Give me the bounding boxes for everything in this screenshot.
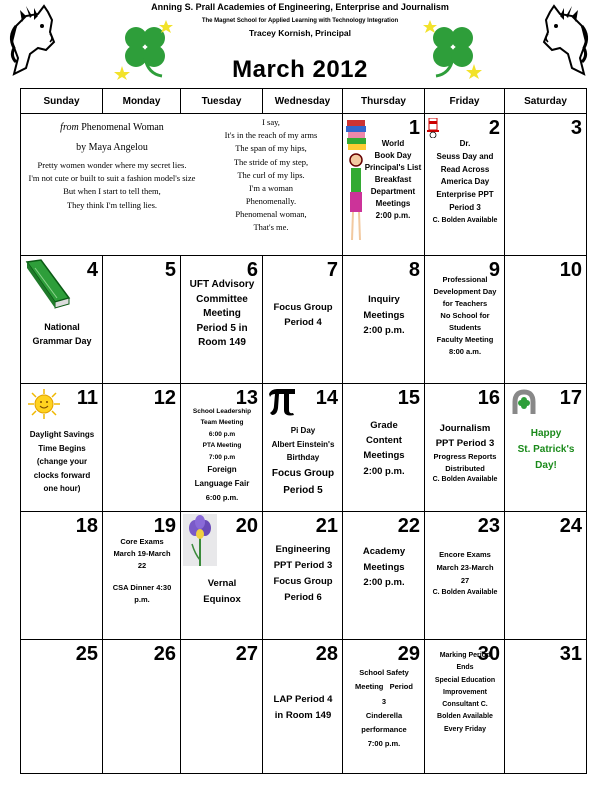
event-text: [343, 666, 425, 752]
day-number: 31: [559, 643, 582, 665]
day-number: 28: [315, 643, 338, 665]
event-text: [425, 138, 505, 226]
day-number: 17: [559, 387, 582, 409]
poem-line: I'm a woman: [248, 182, 294, 193]
weekday-header: Thursday: [343, 89, 425, 114]
event-line: Content: [366, 435, 402, 447]
calendar-header: [0, 0, 600, 90]
event-line: performance: [361, 725, 407, 734]
poem-title: Phenomenal Woman: [81, 122, 164, 133]
event-line: Language Fair: [194, 478, 250, 488]
calendar-month-title: March 2012: [232, 56, 368, 83]
event-line: March 19-March: [113, 549, 171, 558]
event-line: Bolden Available: [437, 713, 493, 721]
day-cell: [103, 256, 181, 384]
event-line: Daylight Savings: [29, 430, 95, 439]
event-line: Birthday: [286, 453, 320, 463]
poem-line: The stride of my step,: [233, 156, 309, 167]
event-line: Marking Period: [439, 652, 491, 659]
event-text: [103, 536, 181, 606]
day-cell: [505, 256, 587, 384]
weekday-header: Friday: [425, 89, 505, 114]
event-text: [505, 426, 587, 474]
day-cell: [343, 512, 425, 640]
day-number: 25: [75, 643, 98, 665]
weekday-header: Wednesday: [263, 89, 343, 114]
event-line: Focus Group: [273, 576, 333, 588]
event-text: [21, 320, 103, 349]
event-line: Meetings: [375, 199, 411, 208]
day-number: 15: [397, 387, 420, 409]
event-line: Meetings: [363, 309, 405, 321]
event-line: PPT Period 3: [435, 437, 495, 449]
event-line: School Leadership: [192, 408, 252, 415]
event-line: Faculty Meeting: [436, 335, 494, 344]
day-number: 6: [246, 259, 258, 281]
event-text: [343, 544, 425, 591]
event-line: Improvement: [443, 688, 487, 696]
school-name: Anning S. Prall Academies of Engineering, Enterprise and Journalism: [151, 2, 449, 12]
event-line: Engineering: [275, 544, 331, 555]
day-cell: [505, 384, 587, 512]
day-cell: [505, 640, 587, 774]
poem-line: I say,: [262, 117, 280, 127]
event-line: Period 3: [449, 202, 481, 212]
day-cell: [21, 256, 103, 384]
day-number: 4: [86, 259, 98, 281]
event-line: Every Friday: [443, 725, 487, 733]
event-line: Equinox: [203, 593, 241, 605]
event-line: PTA Meeting: [202, 442, 242, 450]
event-line: 2:00 p.m.: [375, 211, 411, 220]
sun-icon: [25, 388, 63, 420]
event-line: Grammar Day: [32, 336, 92, 347]
event-line: Progress Reports: [433, 452, 497, 462]
event-text: [181, 406, 263, 504]
event-line: Period 5: [283, 484, 323, 496]
day-number: 12: [153, 387, 176, 409]
school-tagline: The Magnet School for Applied Learning with Technology Integration: [201, 18, 399, 24]
event-line: Meeting: [203, 308, 241, 319]
poem-left: [27, 120, 197, 212]
day-number: 3: [570, 117, 582, 139]
event-line: Time Begins: [38, 443, 86, 453]
day-number: 19: [153, 515, 176, 537]
event-line: Book Day: [374, 151, 412, 160]
event-line: (change your: [36, 457, 88, 467]
day-cell: [425, 256, 505, 384]
poem-line: That's me.: [253, 222, 289, 233]
event-line: Breakfast: [374, 175, 412, 184]
day-cell: [103, 384, 181, 512]
event-line: PPT Period 3: [273, 560, 333, 572]
day-number: 2: [488, 117, 500, 139]
poem-line: Pretty women wonder where my secret lies.: [37, 160, 187, 170]
day-cell: [263, 384, 343, 512]
event-line: in Room 149: [274, 709, 332, 721]
poem-author: by Maya Angelou: [76, 141, 148, 153]
day-cell: [263, 256, 343, 384]
event-text: [425, 274, 505, 358]
calendar-week: [21, 512, 587, 640]
weekday-header: Saturday: [505, 89, 587, 114]
event-line: Focus Group: [273, 302, 333, 313]
calendar-week: [21, 114, 587, 256]
event-line: Journalism: [439, 423, 491, 434]
event-line: Consultant C.: [442, 701, 488, 708]
day-cell: [343, 256, 425, 384]
event-text: [181, 576, 263, 607]
event-line: Principal's List: [364, 163, 422, 172]
event-text: [263, 300, 343, 330]
weekday-header: Tuesday: [181, 89, 263, 114]
event-line: Special Education: [434, 676, 496, 684]
event-line: Day!: [535, 460, 557, 471]
day-number: 8: [408, 259, 420, 281]
event-line: School Safety: [359, 668, 409, 677]
day-cell: [505, 114, 587, 256]
day-cell: [181, 512, 263, 640]
calendar-week: [21, 640, 587, 774]
day-number: 16: [477, 387, 500, 409]
day-number: 14: [315, 387, 338, 409]
poem-line: The span of my hips,: [235, 143, 307, 154]
day-cell: [181, 384, 263, 512]
poem-line: Phenomenal woman,: [235, 209, 307, 220]
day-number: 30: [477, 643, 500, 665]
day-number: 22: [397, 515, 420, 537]
event-line: Read Across: [440, 164, 490, 174]
event-line: America Day: [440, 177, 490, 187]
event-line: UFT Advisory: [189, 279, 255, 290]
event-line: 3: [381, 696, 387, 706]
event-line: clocks forward: [33, 470, 91, 480]
event-line: Professional: [442, 275, 488, 284]
event-line: March 23-March: [436, 563, 494, 573]
poem-line: But when I start to tell them,: [63, 186, 161, 197]
event-line: National: [44, 322, 80, 332]
event-line: 2:00 p.m.: [363, 465, 405, 477]
poem-from: from: [60, 122, 79, 133]
day-cell: [103, 512, 181, 640]
day-cell: [263, 512, 343, 640]
event-line: C. Bolden Available: [432, 589, 498, 597]
event-line: LAP Period 4: [273, 694, 333, 705]
event-line: Pi Day: [290, 426, 316, 435]
day-number: 13: [235, 387, 258, 409]
day-number: 23: [477, 515, 500, 537]
pi-symbol-icon: [267, 386, 297, 416]
principal-name: Tracey Kornish, Principal: [248, 28, 352, 38]
poem-line: The curl of my lips.: [237, 169, 305, 180]
event-text: [21, 428, 103, 496]
event-text: [181, 278, 263, 351]
event-line: Committee: [196, 293, 248, 305]
day-number: 11: [76, 387, 98, 409]
event-line: Focus Group: [271, 467, 335, 479]
day-cell: [263, 640, 343, 774]
day-number: 5: [164, 259, 176, 281]
poem-right: [207, 116, 335, 235]
event-line: Room 149: [198, 337, 246, 348]
day-number: 29: [397, 643, 420, 665]
event-text: [425, 422, 505, 486]
day-number: 18: [75, 515, 98, 537]
event-line: Grade: [370, 420, 398, 431]
day-number: 24: [559, 515, 582, 537]
event-text: [425, 548, 505, 600]
event-line: Albert Einstein's: [271, 439, 335, 449]
poem-line: It's in the reach of my arms: [224, 130, 318, 141]
event-line: 2:00 p.m.: [363, 577, 405, 589]
day-cell: [343, 384, 425, 512]
event-line: Meetings: [363, 561, 405, 573]
event-line: Period 4: [284, 317, 322, 329]
event-line: Students: [448, 323, 482, 332]
day-cell: [425, 512, 505, 640]
event-text: [263, 692, 343, 723]
event-line: Ends: [456, 664, 474, 672]
event-text: [343, 418, 425, 479]
day-number: 21: [315, 515, 338, 537]
weekday-header: Sunday: [21, 89, 103, 114]
poem-line: I'm not cute or built to suit a fashion model's size: [28, 173, 196, 184]
event-line: Academy: [362, 546, 406, 557]
event-text: [343, 292, 425, 339]
day-cell: [425, 114, 505, 256]
day-cell: [343, 114, 425, 256]
event-line: 27: [460, 576, 470, 586]
calendar-week: [21, 384, 587, 512]
event-line: p.m.: [134, 595, 150, 604]
event-text: [361, 138, 425, 222]
event-line: Core Exams: [120, 537, 164, 546]
day-number: 10: [559, 259, 582, 281]
day-cell: [343, 640, 425, 774]
event-line: 8:00 a.m.: [448, 347, 482, 356]
weekday-header: Monday: [103, 89, 181, 114]
day-cell: [425, 640, 505, 774]
event-line: World: [381, 139, 405, 148]
calendar-week: [21, 256, 587, 384]
poem-line: They think I'm telling lies.: [66, 199, 158, 210]
day-cell: [21, 384, 103, 512]
event-line: Distributed: [445, 464, 485, 474]
event-line: Seuss Day and: [436, 151, 494, 161]
day-cell: [21, 512, 103, 640]
event-text: [263, 424, 343, 499]
event-line: Period 6: [284, 592, 322, 604]
day-cell: [181, 640, 263, 774]
day-cell: [181, 256, 263, 384]
event-line: Encore Exams: [439, 550, 491, 559]
grammar-book-icon: [23, 258, 71, 314]
event-line: 22: [137, 561, 147, 570]
day-cell: [505, 512, 587, 640]
day-number: 9: [488, 259, 500, 281]
event-line: C. Bolden Available: [432, 216, 498, 224]
iris-flower-icon: [183, 514, 217, 566]
event-line: Inquiry: [368, 294, 400, 305]
day-number: 26: [153, 643, 176, 665]
event-line: Meeting Period: [355, 682, 413, 692]
day-number: 27: [235, 643, 258, 665]
day-cell: [21, 640, 103, 774]
event-line: 7:00 p.m.: [367, 739, 401, 749]
event-line: Happy: [530, 428, 562, 439]
event-line: Period 5 in: [196, 322, 248, 334]
event-line: Vernal: [207, 578, 237, 589]
event-line: one hour): [43, 484, 81, 494]
event-text: [263, 542, 343, 607]
event-line: C. Bolden Available: [432, 475, 498, 483]
event-line: Dr.: [459, 139, 471, 148]
day-number: 1: [408, 117, 420, 139]
event-line: Enterprise PPT: [436, 190, 494, 200]
weekday-header-row: [21, 89, 587, 114]
event-line: Foreign: [207, 464, 237, 474]
event-line: 2:00 p.m.: [363, 325, 405, 337]
cat-in-hat-icon: [427, 118, 439, 138]
event-line: 6:00 p.m: [208, 430, 236, 438]
event-line: No School for: [440, 311, 490, 320]
event-line: 6:00 p.m.: [205, 492, 239, 502]
day-cell: [103, 640, 181, 774]
event-line: Meetings: [363, 450, 405, 462]
day-cell: [425, 384, 505, 512]
day-number: 7: [326, 259, 338, 281]
calendar-grid: [20, 88, 587, 774]
event-line: Cinderella: [365, 710, 403, 720]
event-line: CSA Dinner 4:30: [112, 583, 172, 592]
day-number: 20: [235, 515, 258, 537]
event-line: for Teachers: [442, 299, 488, 308]
poem-cell: [21, 114, 343, 256]
poem-line: Phenomenally.: [245, 196, 297, 207]
event-text: [425, 650, 505, 736]
event-line: St. Patrick's: [517, 444, 575, 455]
event-line: Team Meeting: [200, 419, 244, 427]
event-line: 7:00 p.m: [208, 453, 236, 461]
event-line: Department: [370, 187, 416, 196]
horseshoe-clover-icon: [509, 388, 539, 418]
event-line: Development Day: [433, 287, 497, 296]
